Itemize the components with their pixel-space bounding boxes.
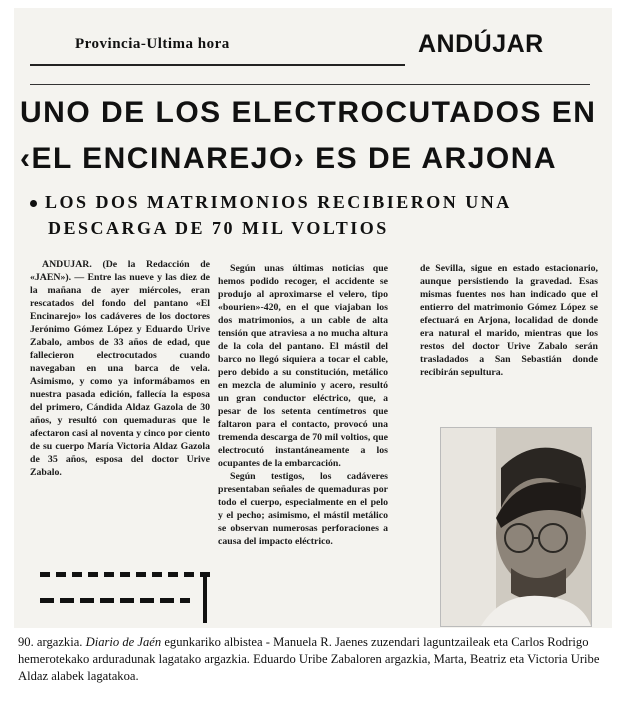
figure-caption [18,634,614,685]
headline-line-2: ‹EL ENCINAREJO› ES DE ARJONA [20,142,558,175]
subheadline-line-1 [30,192,512,213]
decorative-rule [40,572,215,577]
article-column-2 [218,262,388,548]
caption-text: egunkariko albistea - Manuela R. Jaenes zuzendari laguntzaileak eta Carlos Rodrigo hemerotekako arduradunak lagatako argazkia. Eduardo Uribe Zabaloren argazkia, Marta, Beatriz eta Victoria Uribe Aldaz alabek lagatakoa. [18,635,600,683]
divider [30,84,590,85]
caption-number: 90. argazkia. [18,635,83,649]
portrait-photo [440,427,592,627]
subheadline-text-1: LOS DOS MATRIMONIOS RECIBIERON UNA [45,192,512,212]
headline-line-1: UNO DE LOS ELECTROCUTADOS EN [20,96,597,129]
subheadline-line-2: DESCARGA DE 70 MIL VOLTIOS [48,218,389,238]
article-column-3 [420,262,598,379]
decorative-rule [203,575,207,623]
column-2-text-a: Según unas últimas noticias que hemos podido recoger, el accidente se produjo al aproximarse el velero, tipo «bourien»-420, en el que viajaban los dos matrimonios, a un cable de alta tensión que atraviesa a no mucha altura de la cola del pantano. El mástil del barco no llegó siquiera a tocar el cable, pero debido a su constitución, metálico en mezcla de aluminio y acero, resultó un gran conductor eléctrico, que, a pesar de los setenta centímetros que faltaron para el contacto, provocó una tremenda descarga de 70 mil voltios, que electrocutó instantáneamente a los ocupantes de la embarcación. [218,263,388,469]
section-rule [30,64,405,66]
article-column-1 [30,258,210,479]
caption-source: Diario de Jaén [85,635,162,649]
town-label: ANDÚJAR [418,30,544,58]
decorative-rule [40,598,190,603]
column-2-text-b: Según testigos, los cadáveres presentaban señales de quemaduras por todo el cuerpo, especialmente en el pelo y el pecho; asimismo, el mástil metálico se observan numerosas perforaciones a causa del impacto eléctrico. [218,471,388,547]
column-3-text: de Sevilla, sigue en estado estacionario, aunque persistiendo la gravedad. Esas mismas fuentes nos han indicado que el entierro del matrimonio Gómez López se efectuará en Arjona, localidad de donde era natural el marido, mientras que los restos del doctor Urive Zabalo serán trasladados a San Sebastián donde recibirán sepultura. [420,263,598,378]
column-1-text: ANDUJAR. (De la Redacción de «JAEN»). — Entre las nueve y las diez de la mañana de ayer miércoles, eran rescatados del fondo del pantano «El Encinarejo» los cadáveres de los doctores Jerónimo Gómez López y Eduardo Urive Zabalo, ambos de 33 años de edad, que fallecieron electrocutados cuando navegaban en una barca de vela. Asimismo, y como ya informábamos en nuestra pasada edición, fallecía la esposa del primero, Cándida Aldaz Gazola de 30 años, y resultó con quemaduras que le afectaron casi al noventa y cinco por ciento de su cuerpo María Victoria Aldaz Gazola de 35 años, esposa del doctor Urive Zabalo. [30,259,210,478]
portrait-icon [441,428,591,626]
section-label: Provincia-Ultima hora [75,36,230,52]
bullet-icon [30,200,37,207]
